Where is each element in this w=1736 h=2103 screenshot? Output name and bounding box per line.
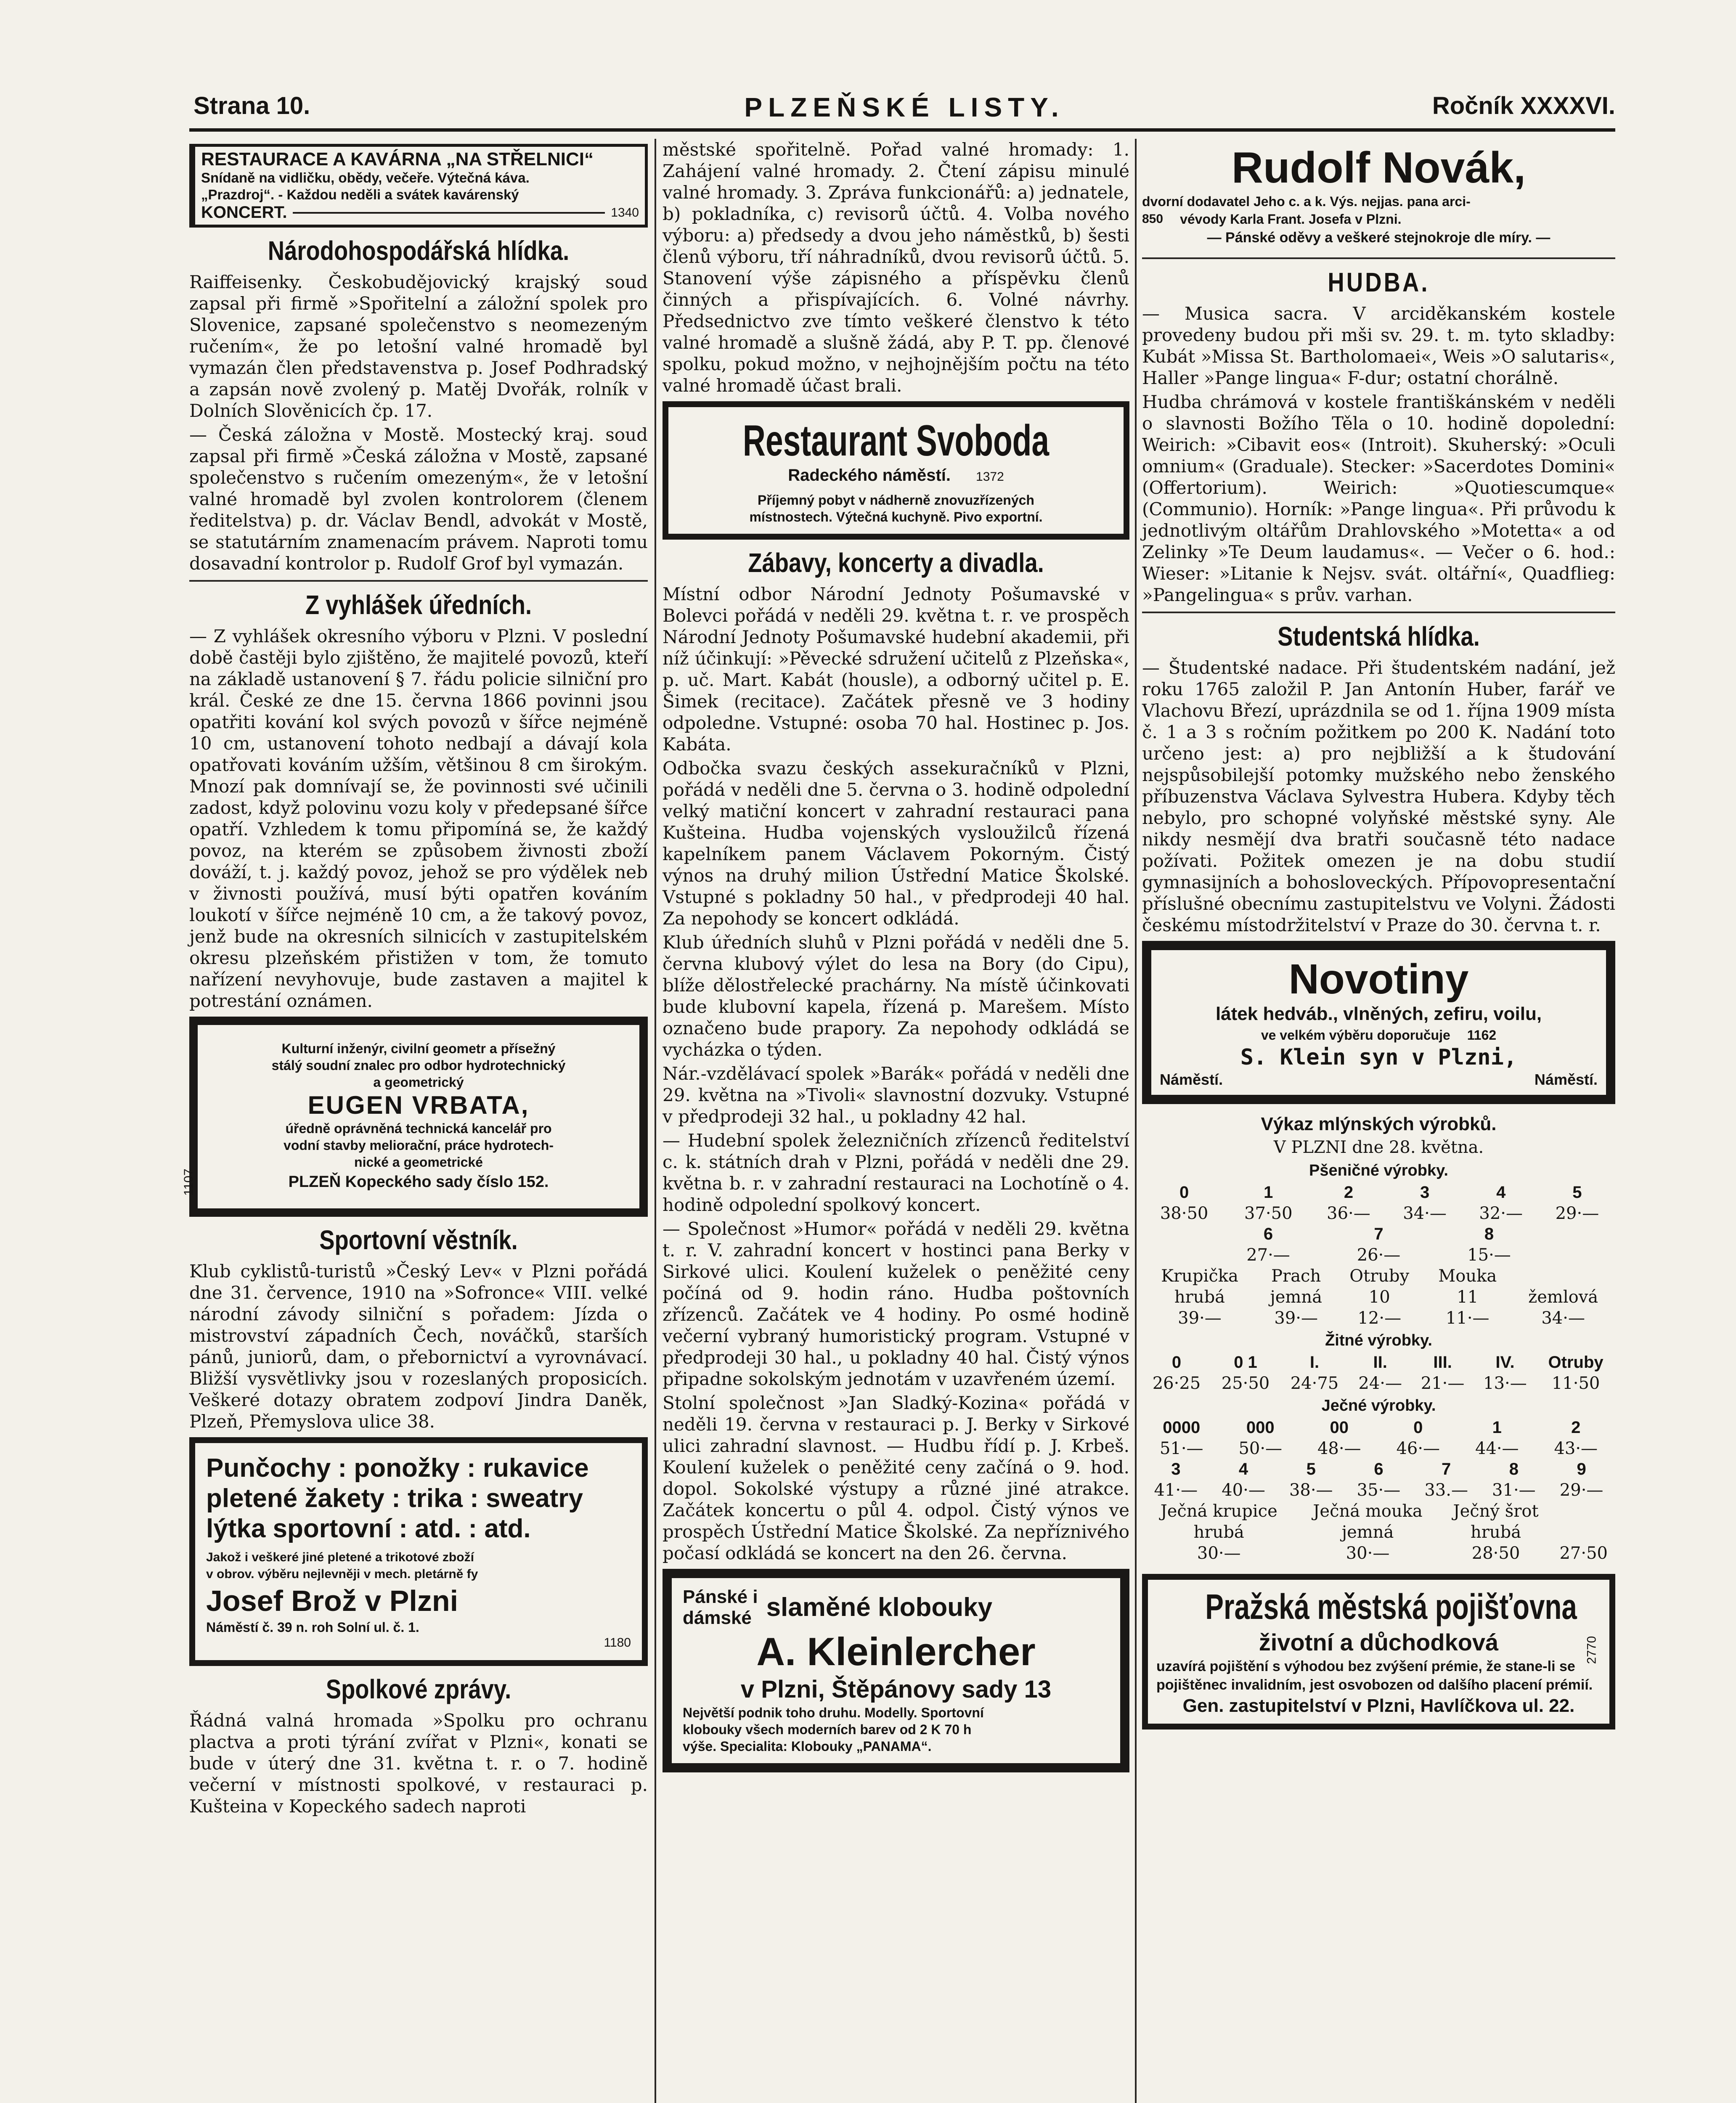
table-row	[1142, 1266, 1615, 1287]
table-cell: hrubá	[1193, 1523, 1244, 1542]
table-row	[1142, 1287, 1615, 1308]
ad-line: Radeckého náměstí.	[788, 466, 951, 485]
article-paragraph: Místní odbor Národní Jednoty Pošumavské v Bolevci pořádá v neděli 29. května t. r. ve prospěch Národní Jednoty Pošumavské hudební akademii, při níž účinkují: »Pěvecké sdružení učitelů z Plzeňska«, p. uč. Mart. Kabát (housle), a odborný učitel p. E. Šimek (recitace). Začátek přesně ve 3 hodiny odpoledne. Vstupné: osoba 70 hal. Hostinec p. Jos. Kabáta.	[663, 584, 1129, 755]
table-row	[1142, 1203, 1615, 1224]
section-title: Spolkové zprávy.	[326, 1674, 512, 1704]
page-header	[193, 92, 1615, 130]
ad-number: 1162	[1467, 1028, 1497, 1043]
ad-line: Příjemný pobyt v nádherně znovuzřízených	[758, 493, 1034, 508]
table-cell: 30·—	[1346, 1544, 1390, 1563]
table-cell: 3	[1420, 1183, 1430, 1202]
table-cell: 10	[1368, 1287, 1390, 1307]
volume-number: Ročník XXXXVI.	[1432, 92, 1615, 119]
table-cell: 35·—	[1357, 1481, 1401, 1500]
ad-number: 1180	[604, 1636, 631, 1650]
rye-table	[1142, 1352, 1615, 1394]
column-2	[663, 139, 1129, 2103]
ad-line: Gen. zastupitelství v Plzni, Havlíčkova ul. 22.	[1182, 1695, 1575, 1716]
ad-name: Pražská městská pojišťovna	[1205, 1587, 1577, 1626]
table-cell: hrubá	[1174, 1287, 1225, 1307]
section-rule	[189, 580, 648, 582]
ad-line: látek hedváb., vlněných, zefiru, voilu,	[1215, 1004, 1542, 1024]
table-cell: 9	[1577, 1460, 1586, 1478]
ad-line: dámské	[683, 1608, 752, 1628]
report-group-title: Žitné výrobky.	[1325, 1332, 1432, 1349]
table-cell: 29·—	[1555, 1204, 1599, 1223]
table-cell: 0	[1179, 1183, 1189, 1202]
section-rule	[1142, 257, 1615, 259]
table-cell: I.	[1309, 1353, 1320, 1372]
table-cell: Otruby	[1548, 1353, 1603, 1372]
table-cell: 36·—	[1327, 1204, 1370, 1223]
table-cell: Ječný šrot	[1453, 1502, 1539, 1521]
wheat-table-2	[1213, 1224, 1545, 1266]
table-cell: 4	[1238, 1460, 1248, 1478]
table-cell: 7	[1374, 1225, 1383, 1243]
table-cell: 27·—	[1246, 1245, 1290, 1265]
section-title: HUDBA.	[1328, 267, 1430, 297]
table-cell: Ječná mouka	[1313, 1502, 1423, 1521]
column-rule	[1135, 139, 1137, 2103]
table-cell: 48·—	[1317, 1439, 1361, 1458]
ad-line: a geometrický	[373, 1075, 464, 1090]
table-cell: 12·—	[1357, 1308, 1402, 1328]
table-cell: 5	[1306, 1460, 1316, 1478]
ad-line: lýtka sportovní : atd. : atd.	[206, 1514, 531, 1543]
ad-line: Největší podnik toho druhu. Modelly. Sportovní	[683, 1705, 984, 1720]
table-row	[1142, 1308, 1615, 1329]
mill-products-report	[1142, 1112, 1615, 1564]
table-cell: 000	[1246, 1418, 1275, 1437]
table-cell: 27·50	[1559, 1544, 1608, 1563]
table-cell: 38·—	[1289, 1481, 1333, 1500]
table-cell: Krupička	[1161, 1266, 1238, 1286]
table-cell: 39·—	[1274, 1308, 1318, 1328]
table-cell: 8	[1484, 1225, 1494, 1243]
section-title: Sportovní věstník.	[319, 1225, 518, 1255]
table-cell: 51·—	[1159, 1439, 1203, 1458]
table-cell: 43·—	[1554, 1439, 1598, 1458]
table-cell: 2	[1344, 1183, 1354, 1202]
page-number: Strana 10.	[193, 92, 310, 119]
table-row	[1213, 1224, 1545, 1245]
ad-line: Jakož i veškeré jiné pletené a trikotové zboží	[206, 1550, 474, 1564]
ad-line: výše. Specialita: Klobouky „PANAMA“.	[683, 1739, 932, 1754]
table-cell: 40·—	[1222, 1481, 1265, 1500]
table-cell: 44·—	[1475, 1439, 1519, 1458]
table-cell: jemná	[1341, 1523, 1394, 1542]
table-cell: 25·50	[1221, 1374, 1270, 1393]
article-paragraph: Klub cyklistů-turistů »Český Lev« v Plzni pořádá dne 31. července, 1910 na »Sofronce« VIII. velké národní závody silniční s pořadem: Jízda o mistrovství západních Čech, nováčků, starších pánů, juniorů, dam, o přebornictví a vyrovnávací. Bližší vysvětlivky jsou v rozeslaných proposicích. Veškeré dotazy obratem zodpoví Jindra Daněk, Plzeň, Přemyslova ulice 38.	[189, 1261, 648, 1432]
table-cell: III.	[1433, 1353, 1452, 1372]
article-paragraph: — Společnost »Humor« pořádá v neděli 29. května t. r. V. zahradní koncert v hostinci pana Berky v Sirkové ulici. Koulení kuželek o peněžité ceny počíná od 9. hodin ráno. Hudba poštovních zřízenců. Začátek ve 4 hodiny. Po osmé hodině večerní vybraný humoristický program. Vstupné v předprodeji 30 hal., u pokladny 40 hal. Čistý výnos připadne sokolským jednotám v uzavřeném území.	[663, 1218, 1129, 1389]
table-cell: 00	[1330, 1418, 1349, 1437]
article-paragraph: Stolní společnost »Jan Sladký-Kozina« pořádá v neděli 19. června v restauraci p. J. Berky v Sirkové ulici zahradní slavnost. — Hudbu řídí p. J. Krbeš. Koulení kuželek o peněžité ceny začíná o 9. hod. dopol. Sokolské výstupy a různé jiné atrakce. Začátek koncertu o půl 4. odpol. Čistý výnos ve prospěch Ústřední Matice Školské. Za nepříznivého počasí odkládá se koncert na den 26. června.	[663, 1393, 1129, 1563]
ad-line: v Plzni, Štěpánovy sady 13	[740, 1676, 1052, 1703]
column-rule	[655, 139, 656, 2103]
table-cell: 24·—	[1358, 1374, 1402, 1393]
newspaper-title: PLZEŇSKÉ LISTY.	[744, 92, 1065, 122]
ad-line: Kulturní inženýr, civilní geometr a přísežný	[281, 1041, 556, 1056]
table-cell: 3	[1171, 1460, 1181, 1478]
table-cell: 26·25	[1152, 1374, 1201, 1393]
ad-line: stálý soudní znalec pro odbor hydrotechnický	[271, 1058, 566, 1073]
table-cell: 39·—	[1178, 1308, 1222, 1328]
section-title: Studentská hlídka.	[1277, 621, 1480, 652]
report-group-title: Pšeničné výrobky.	[1309, 1162, 1448, 1179]
barley-table-3	[1142, 1501, 1615, 1564]
ad-line: Náměstí.	[1160, 1071, 1223, 1088]
ad-line: Pánské i	[683, 1587, 758, 1607]
table-cell: 4	[1496, 1183, 1506, 1202]
table-cell: 38·50	[1160, 1204, 1209, 1223]
table-row	[1142, 1480, 1615, 1501]
section-title: Z vyhlášek úředních.	[305, 590, 532, 620]
ad-line: slaměné klobouky	[766, 1593, 993, 1622]
article-paragraph: — Študentské nadace. Při študentském nadání, jež roku 1765 založil P. Jan Antonín Huber, farář ve Vlachovu Březí, uprázdnila se od 1. října 1909 místa č. 1 a 3 s ročním požitkem po 200 K. Nadání toto určeno jest: a) pro nejbližší a k študování nejspůsobilejší potomky mužského nebo ženského příbuzenstva Václava Sylvestra Hubera. Kdyby těch nebylo, pro schopné volyňské městské syny. Ale nikdy nesmějí dva bratři současně této nadace požívati. Požitek omezen je na dobu studií gymnasijních a bohosloveckých. Přípovopresentační příslušné obecnímu zastupitelstvu ve Volyni. Žádosti českému místodržitelství v Praze do 30. června t. r.	[1142, 657, 1615, 935]
header-rule	[189, 128, 1615, 132]
table-cell: 50·—	[1238, 1439, 1283, 1458]
table-cell: 30·—	[1197, 1544, 1241, 1563]
table-row	[1213, 1245, 1545, 1266]
section-title: Zábavy, koncerty a divadla.	[748, 548, 1044, 578]
report-subtitle: V PLZNI dne 28. května.	[1273, 1138, 1484, 1157]
ad-line: vévody Karla Frant. Josefa v Plzni.	[1180, 212, 1402, 227]
table-cell: 34·—	[1403, 1204, 1447, 1223]
ad-eugen-vrbata	[182, 1017, 648, 1217]
table-cell: hrubá	[1470, 1523, 1521, 1542]
table-cell: 6	[1374, 1460, 1383, 1478]
table-cell: Prach	[1271, 1266, 1321, 1286]
ad-name: Rudolf Novák,	[1231, 143, 1526, 192]
table-row	[1142, 1417, 1615, 1438]
table-row	[1142, 1352, 1615, 1373]
table-cell: 32·—	[1479, 1204, 1523, 1223]
ad-name: Restaurant Svoboda	[742, 416, 1050, 465]
ad-line: RESTAURACE A KAVÁRNA „NA STŘELNICI“	[201, 149, 594, 170]
section-title: Národohospodářská hlídka.	[268, 236, 570, 266]
table-cell: 6	[1263, 1225, 1273, 1243]
ad-line: úředně oprávněná technická kancelář pro	[285, 1121, 552, 1136]
table-cell: žemlová	[1528, 1287, 1598, 1307]
ad-line: nické a geometrické	[354, 1155, 483, 1170]
ad-novotiny-klein	[1142, 941, 1615, 1104]
table-cell: 8	[1509, 1460, 1519, 1478]
table-cell: 28·50	[1471, 1544, 1520, 1563]
table-row	[1142, 1373, 1615, 1394]
table-cell: Otruby	[1349, 1266, 1410, 1286]
article-paragraph: — Hudební spolek železničních zřízenců ředitelství c. k. státních drah v Plzni, pořádá v neděli dne 29. května b. r. v zahradní restauraci na Lochotíně o 4. hodině odpolední spolkový koncert.	[663, 1130, 1129, 1215]
ad-number: 1372	[976, 470, 1004, 484]
table-cell: 1	[1264, 1183, 1273, 1202]
table-cell: 33.—	[1424, 1481, 1468, 1500]
ad-line: životní a důchodková	[1259, 1629, 1499, 1655]
table-cell: 7	[1442, 1460, 1451, 1478]
article-paragraph: Raiffeisenky. Českobudějovický krajský soud zapsal při firmě »Spořitelní a záložní spolek pro Slovenice, zapsané společenstvo s neomezeným ručením«, že po letošní valné hromadě byl vymazán člen představenstva p. Josef Podhradský a zapsán nově zvolený p. Matěj Dvořák, rolník v Dolních Slověnicích čp. 17.	[189, 272, 648, 421]
table-cell: 29·—	[1559, 1481, 1603, 1500]
ad-line: PLZEŇ Kopeckého sady číslo 152.	[288, 1173, 549, 1191]
report-group-title: Ječné výrobky.	[1321, 1397, 1436, 1414]
ad-line: Punčochy : ponožky : rukavice	[206, 1454, 589, 1483]
ad-restaurace-na-strelnici	[189, 144, 648, 228]
ad-line: Náměstí č. 39 n. roh Solní ul. č. 1.	[206, 1620, 419, 1635]
article-paragraph: Odbočka svazu českých assekuračníků v Plzni, pořádá v neděli dne 5. června o 3. hodině odpolední velký matiční koncert v zahradní restauraci pana Kušteina. Hudba vojenských vysloužilců řízená kapelníkem panem Václavem Pokorným. Čistý výnos na druhý milion Ústřední Matice Školské. Vstupné s pokladny 50 hal., v předprodeji 40 hal. Za nepohody se koncert odkládá.	[663, 758, 1129, 929]
table-cell: 5	[1572, 1183, 1582, 1202]
table-cell: 0 1	[1234, 1353, 1257, 1372]
table-cell: 13·—	[1483, 1374, 1527, 1393]
table-cell: 11·—	[1445, 1308, 1490, 1328]
ad-a-kleinlercher	[663, 1569, 1129, 1772]
ad-line: „Prazdroj“. - Každou neděli a svátek kavárenský	[201, 187, 519, 202]
ad-line: ve velkém výběru doporučuje	[1261, 1028, 1450, 1043]
table-cell: 0	[1171, 1353, 1182, 1372]
table-row	[1142, 1459, 1615, 1480]
table-cell: 24·75	[1290, 1374, 1339, 1393]
table-cell: IV.	[1495, 1353, 1515, 1372]
table-cell: II.	[1373, 1353, 1387, 1372]
table-cell: 41·—	[1154, 1481, 1198, 1500]
table-cell: jemná	[1270, 1287, 1322, 1307]
table-row	[1142, 1182, 1615, 1203]
ad-number: 2770	[1585, 1636, 1599, 1664]
section-rule	[1142, 612, 1615, 613]
table-cell: 0000	[1163, 1418, 1201, 1437]
table-cell: 11·50	[1551, 1374, 1600, 1393]
ad-line: místnostech. Výtečná kuchyně. Pivo exportní.	[749, 509, 1043, 524]
table-cell: 46·—	[1396, 1439, 1440, 1458]
ad-line: uzavírá pojištění s výhodou bez zvýšení prémie, že stane-li se pojištěnec invalidním, jest osvobozen od dalšího placení prémií.	[1156, 1658, 1593, 1693]
table-cell: 11	[1457, 1287, 1479, 1307]
table-cell: 1	[1492, 1418, 1502, 1437]
article-paragraph: Řádná valná hromada »Spolku pro ochranu plactva a proti týrání zvířat v Plzni«, konati se bude v úterý dne 31. května t. r. o 7. hodině večerní v místnosti spolkové, v restauraci p. Kušteina v Kopeckého sadech naproti	[189, 1710, 648, 1817]
table-cell: 26·—	[1357, 1245, 1401, 1265]
table-row	[1142, 1522, 1615, 1543]
table-cell: 37·50	[1244, 1204, 1293, 1223]
ad-line: Snídaně na vidličku, obědy, večeře. Výtečná káva.	[201, 170, 530, 185]
table-cell: 15·—	[1467, 1245, 1511, 1265]
ad-line: v obrov. výběru nejlevněji v mech. pletárně fy	[206, 1567, 478, 1581]
ad-line: pletené žakety : trika : sweatry	[206, 1484, 583, 1513]
ad-rudolf-novak	[1142, 139, 1615, 252]
article-paragraph: — Česká záložna v Mostě. Mostecký kraj. soud zapsal při firmě »Česká záložna v Mostě, zapsané společenstvo s ručením omezeným«, že v letošní valné hromadě byl zvolen kontrolorem (členem ředitelstva) p. dr. Václav Bendl, advokát v Mostě, se statutárním znamenacím právem. Naproti tomu dosavadní kontrolor p. Rudolf Grof byl vymazán.	[189, 424, 648, 574]
table-cell: 21·—	[1421, 1374, 1465, 1393]
table-row	[1142, 1501, 1615, 1522]
ad-line: S. Klein syn v Plzni,	[1240, 1045, 1517, 1070]
ad-rule	[293, 212, 605, 214]
ad-restaurant-svoboda	[663, 401, 1129, 540]
report-title: Výkaz mlýnských výrobků.	[1261, 1114, 1497, 1134]
barley-table-1	[1142, 1417, 1615, 1459]
ad-name: EUGEN VRBATA,	[307, 1091, 530, 1119]
table-cell: 2	[1571, 1418, 1581, 1437]
misc-table	[1142, 1266, 1615, 1329]
ad-line: vodní stavby meliorační, práce hydrotech-	[284, 1138, 554, 1153]
ad-prazska-mestska-pojistovna	[1142, 1574, 1615, 1730]
table-cell: 31·—	[1492, 1481, 1536, 1500]
table-cell: 0	[1413, 1418, 1423, 1437]
ad-line: dvorní dodavatel Jeho c. a k. Výs. nejjas. pana arci-	[1142, 194, 1471, 209]
article-paragraph: městské spořitelně. Pořad valné hromady: 1. Zahájení valné hromady. 2. Čtení zápisu minulé valné hromady. 3. Zpráva funkcionářů: a) jednatele, b) pokladníka, c) revisorů účtů. 4. Volba nového výboru: a) předsedy a dvou jeho náměstků, b) šesti členů výboru, tří náhradníků, dvou revisorů účtů. 5. Stanovení výše zápisného a příspěvku členů činných a přispívajících. 6. Volné návrhy. Předsednictvo zve tímto veškeré členstvo k této valné hromadě a slušně žádá, aby P. T. pp. členové spolku, pokud možno, v nejhojnějším počtu na této valné hromadě účast brali.	[663, 139, 1129, 396]
ad-name: Novotiny	[1288, 956, 1469, 1003]
article-paragraph: Hudba chrámová v kostele františkánském v neděli o slavnosti Božího Těla o 10. hodině dopolední: Weirich: »Cibavit eos« (Introit). Skuherský: »Oculi omnium« (Graduale). Stecker: »Sacerdotes Domini« (Offertorium). Weirich: »Quotiescumque« (Communio). Horník: »Pange lingua«. Při průvodu k jednotlivým oltářům Drahlovského »Motetta« a od Zelinky »Te Deum laudamus«. — Večer o 6. hod.: Wieser: »Litanie k Nejsv. svát. oltářní«, Quadflieg: »Pangelingua« s prův. varhan.	[1142, 392, 1615, 605]
ad-josef-broz	[189, 1437, 648, 1666]
table-row	[1142, 1438, 1615, 1459]
table-cell: Ječná krupice	[1160, 1502, 1277, 1521]
ad-line: Náměstí.	[1534, 1071, 1598, 1088]
article-paragraph: — Z vyhlášek okresního výboru v Plzni. V poslední době častěji bylo zjištěno, že majitelé povozů, kteří na základě ustanovení § 7. řádu policie silniční pro král. České ze dne 15. června 1866 povinni jsou opatřiti kování kol svých povozů v šířce nejméně 10 cm, ustanovení tohoto nedbají a dávají kola opatřovati kováním užším, většinou 8 cm širokým. Mnozí pak domnívají se, že povinnosti své učinili zadost, když polovinu vozu koly v předepsané šířce opatří. Vzhledem k tomu připomíná se, že každý povoz, na kterém se způsobem živnosti zboží dováží, t. j. každý povoz, jehož se pro výdělek neb v živnosti používá, musí býti opatřen kováním loukotí v šířce nejméně 10 cm, a že takový povoz, jenž bude na okresních silnicích v zastupitelském okresu plzeňském přistižen v tom, že tomuto nařízení nevyhovuje, bude zastaven a majitel k potrestání oznámen.	[189, 626, 648, 1011]
article-paragraph: Klub úředních sluhů v Plzni pořádá v neděli dne 5. června klubový výlet do lesa na Bory (do Cipu), blíže dělostřelecké prachárny. Na místě účinkovati bude klubovní kapela, řízená p. Marešem. Místo označeno bude prapory. Za nepohody odkládá se vycházka o týden.	[663, 932, 1129, 1060]
table-row	[1142, 1543, 1615, 1564]
ad-name: Josef Brož v Plzni	[206, 1584, 459, 1617]
ad-number: 850	[1142, 212, 1164, 226]
column-3	[1142, 139, 1615, 2103]
wheat-table-1	[1142, 1182, 1615, 1224]
column-1	[182, 139, 648, 2103]
ad-line: klobouky všech moderních barev od 2 K 70 h	[683, 1722, 972, 1737]
ad-number: 1340	[611, 205, 639, 220]
article-paragraph: — Musica sacra. V arciděkanském kostele provedeny budou při mši sv. 29. t. m. tyto skladby: Kubát »Missa St. Bartholomaei«, Weis »O salutaris«, Haller »Pange lingua« F-dur; ostatní chorálně.	[1142, 303, 1615, 388]
table-cell: Mouka	[1438, 1266, 1497, 1286]
ad-line: — Pánské oděvy a veškeré stejnokroje dle míry. —	[1207, 230, 1550, 246]
ad-number: 1107	[182, 1168, 196, 1196]
table-cell: 34·—	[1541, 1308, 1585, 1328]
article-paragraph: Nár.-vzdělávací spolek »Barák« pořádá v neděli dne 29. května na »Tivoli« slavnostní dozvuky. Vstupné v předprodeji 32 hal., u pokladny 42 hal.	[663, 1063, 1129, 1127]
ad-line: KONCERT.	[201, 203, 287, 222]
ad-name: A. Kleinlercher	[756, 1629, 1036, 1674]
barley-table-2	[1142, 1459, 1615, 1501]
